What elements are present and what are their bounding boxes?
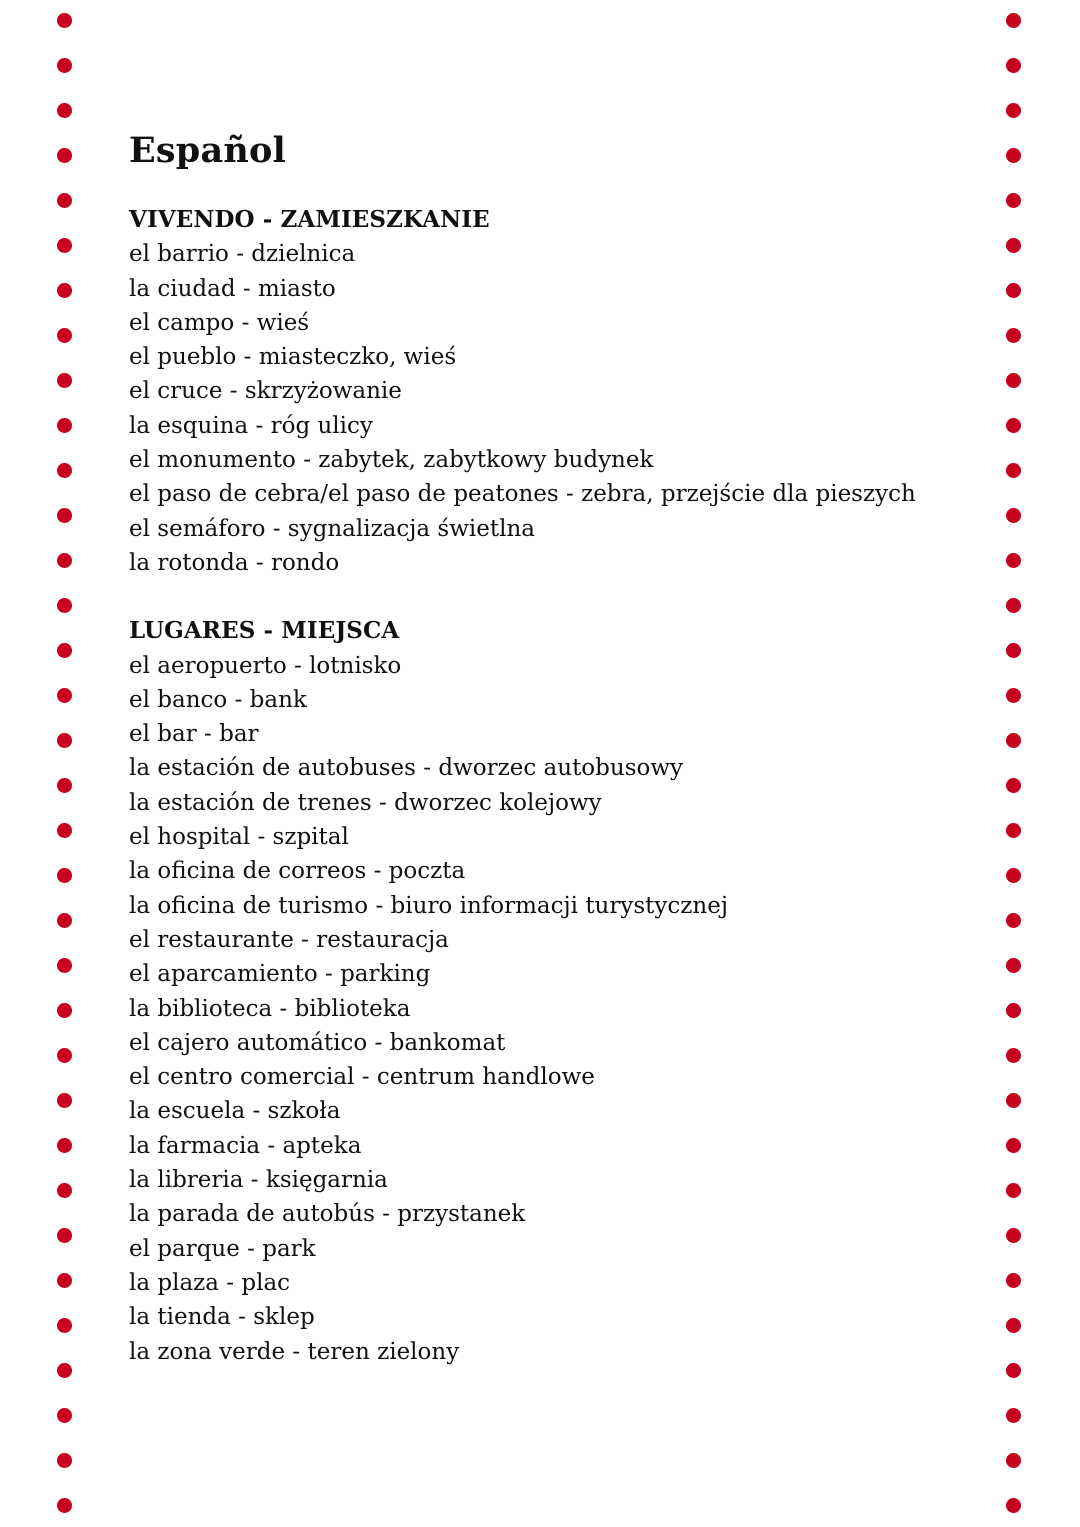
border-dot	[1006, 1048, 1021, 1063]
vocabulary-item: el aparcamiento - parking	[129, 961, 431, 988]
right-dot-border	[1006, 0, 1022, 1527]
border-dot	[1006, 1228, 1021, 1243]
border-dot	[57, 913, 72, 928]
vocabulary-item: la farmacia - apteka	[129, 1132, 362, 1159]
border-dot	[57, 418, 72, 433]
vocabulary-item: el cruce - skrzyżowanie	[129, 378, 402, 405]
vocabulary-sections	[129, 203, 989, 1369]
vocabulary-item: el banco - bank	[129, 686, 307, 713]
border-dot	[57, 103, 72, 118]
vocabulary-section	[129, 614, 989, 1369]
vocabulary-item: el bar - bar	[129, 721, 259, 748]
border-dot	[1006, 958, 1021, 973]
border-dot	[57, 823, 72, 838]
border-dot	[57, 1138, 72, 1153]
border-dot	[57, 373, 72, 388]
border-dot	[1006, 598, 1021, 613]
vocabulary-item: la parada de autobús - przystanek	[129, 1201, 526, 1228]
vocabulary-item: la rotonda - rondo	[129, 549, 340, 576]
border-dot	[1006, 1093, 1021, 1108]
border-dot	[57, 958, 72, 973]
border-dot	[1006, 1498, 1021, 1513]
page-title: Español	[129, 130, 287, 171]
border-dot	[57, 778, 72, 793]
border-dot	[57, 643, 72, 658]
border-dot	[1006, 463, 1021, 478]
section-heading: VIVENDO - ZAMIESZKANIE	[129, 206, 490, 233]
border-dot	[1006, 868, 1021, 883]
vocabulary-item: el aeropuerto - lotnisko	[129, 652, 402, 679]
border-dot	[1006, 553, 1021, 568]
vocabulary-item: el restaurante - restauracja	[129, 926, 449, 953]
vocabulary-item: el hospital - szpital	[129, 824, 349, 851]
border-dot	[57, 238, 72, 253]
border-dot	[57, 193, 72, 208]
border-dot	[57, 1363, 72, 1378]
border-dot	[57, 463, 72, 478]
border-dot	[57, 508, 72, 523]
border-dot	[57, 148, 72, 163]
border-dot	[1006, 643, 1021, 658]
border-dot	[1006, 823, 1021, 838]
border-dot	[1006, 193, 1021, 208]
border-dot	[57, 1498, 72, 1513]
vocabulary-list	[129, 237, 989, 580]
vocabulary-item: el pueblo - miasteczko, wieś	[129, 344, 457, 371]
border-dot	[1006, 778, 1021, 793]
border-dot	[1006, 238, 1021, 253]
vocabulary-item: el barrio - dzielnica	[129, 241, 356, 268]
section-heading: LUGARES - MIEJSCA	[129, 617, 400, 645]
border-dot	[57, 733, 72, 748]
border-dot	[1006, 148, 1021, 163]
border-dot	[1006, 913, 1021, 928]
border-dot	[1006, 418, 1021, 433]
border-dot	[1006, 1453, 1021, 1468]
border-dot	[57, 328, 72, 343]
border-dot	[1006, 1318, 1021, 1333]
left-dot-border	[57, 0, 73, 1527]
border-dot	[1006, 1408, 1021, 1423]
border-dot	[57, 1228, 72, 1243]
vocabulary-item: el monumento - zabytek, zabytkowy budynek	[129, 447, 654, 474]
vocabulary-item: la ciudad - miasto	[129, 275, 336, 302]
vocabulary-item: la zona verde - teren zielony	[129, 1338, 460, 1365]
border-dot	[1006, 508, 1021, 523]
border-dot	[1006, 688, 1021, 703]
border-dot	[57, 58, 72, 73]
border-dot	[1006, 58, 1021, 73]
vocabulary-list	[129, 649, 989, 1369]
border-dot	[57, 598, 72, 613]
vocabulary-item: el campo - wieś	[129, 309, 310, 336]
vocabulary-item: la estación de trenes - dworzec kolejowy	[129, 789, 602, 816]
border-dot	[1006, 1138, 1021, 1153]
border-dot	[1006, 1003, 1021, 1018]
vocabulary-item: el centro comercial - centrum handlowe	[129, 1064, 595, 1091]
border-dot	[57, 13, 72, 28]
border-dot	[57, 1183, 72, 1198]
vocabulary-page	[129, 128, 989, 1369]
border-dot	[57, 1093, 72, 1108]
border-dot	[57, 1318, 72, 1333]
border-dot	[57, 553, 72, 568]
border-dot	[1006, 1183, 1021, 1198]
vocabulary-item: el paso de cebra/el paso de peatones - zebra, przejście dla pieszych	[129, 481, 916, 508]
vocabulary-item: el semáforo - sygnalizacja świetlna	[129, 515, 536, 542]
vocabulary-item: la estación de autobuses - dworzec autobusowy	[129, 755, 684, 782]
vocabulary-section	[129, 203, 989, 580]
border-dot	[1006, 1363, 1021, 1378]
vocabulary-item: la plaza - plac	[129, 1269, 291, 1296]
vocabulary-item: la oficina de turismo - biuro informacji turystycznej	[129, 892, 728, 919]
border-dot	[57, 688, 72, 703]
border-dot	[57, 1048, 72, 1063]
vocabulary-item: la escuela - szkoła	[129, 1098, 341, 1125]
vocabulary-item: el parque - park	[129, 1235, 316, 1262]
border-dot	[57, 1273, 72, 1288]
border-dot	[57, 1408, 72, 1423]
border-dot	[1006, 733, 1021, 748]
border-dot	[57, 868, 72, 883]
border-dot	[1006, 373, 1021, 388]
vocabulary-item: la biblioteca - biblioteka	[129, 995, 411, 1022]
vocabulary-item: la libreria - księgarnia	[129, 1167, 388, 1194]
border-dot	[57, 283, 72, 298]
border-dot	[1006, 13, 1021, 28]
border-dot	[1006, 328, 1021, 343]
vocabulary-item: el cajero automático - bankomat	[129, 1029, 506, 1056]
border-dot	[1006, 1273, 1021, 1288]
vocabulary-item: la tienda - sklep	[129, 1304, 315, 1331]
vocabulary-item: la oficina de correos - poczta	[129, 858, 466, 885]
border-dot	[1006, 283, 1021, 298]
vocabulary-item: la esquina - róg ulicy	[129, 412, 373, 439]
border-dot	[57, 1003, 72, 1018]
border-dot	[1006, 103, 1021, 118]
border-dot	[57, 1453, 72, 1468]
